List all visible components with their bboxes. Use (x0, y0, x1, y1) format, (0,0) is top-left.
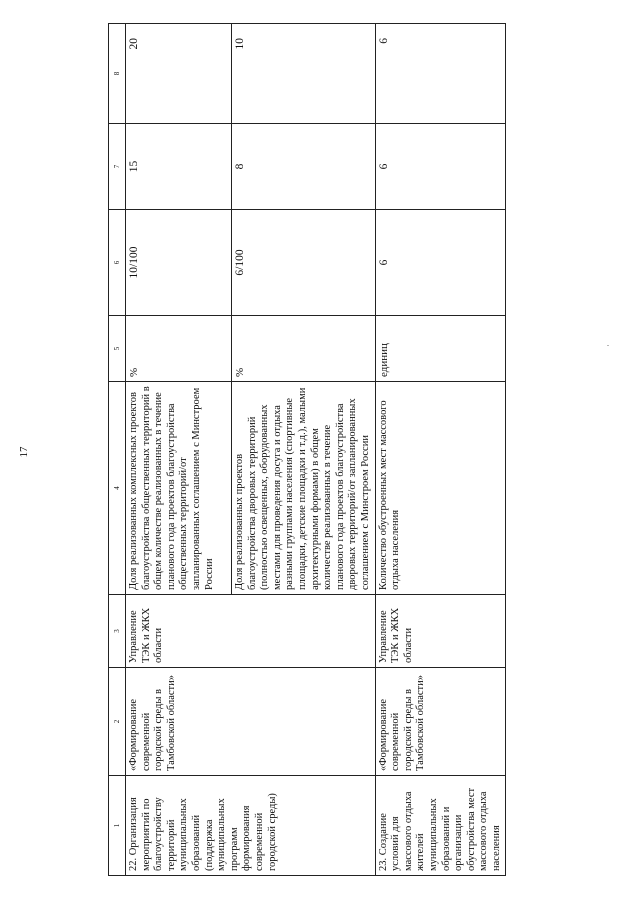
column-header: 2 (109, 668, 126, 776)
responsible-cell: Управление ТЭК и ЖКХ области (126, 595, 376, 668)
measure-name-cell: 23. Создание условий для массового отдыха жителей муниципальных образований и организации обустройства мест массового отдыха населения (375, 776, 506, 876)
value-cell: 6 (375, 24, 506, 124)
indicator-cell: Доля реализованных проектов благоустройства дворовых территорий (полностью освещенных, оборудованных местами для проведения досуга и отдыха разными группами населения (спортивные площадки, детские площадки и т.д.), малыми архитектурными формами) в общем количестве реализованных в течение планового года проектов благоустройства дворовых территорий/от запланированных соглашением с Минстроем России (232, 382, 376, 595)
unit-cell: единиц (375, 316, 506, 382)
value-cell: 8 (232, 124, 376, 210)
measure-name-cell: 22. Организация мероприятий по благоустройству территорий муниципальных образований (поддержка муниципальных программ формирования современной городской среды) (126, 776, 376, 876)
column-header: 5 (109, 316, 126, 382)
value-cell: 6/100 (232, 210, 376, 316)
value-cell: 6 (375, 210, 506, 316)
header-row (109, 24, 126, 876)
value-cell: 6 (375, 124, 506, 210)
column-header: 3 (109, 595, 126, 668)
column-header: 7 (109, 124, 126, 210)
indicator-cell: Доля реализованных комплексных проектов благоустройства общественных территорий в общем количестве реализованных в течение планового года проектов благоустройства общественных территорий/от запланированных соглашением с Минстроем России (126, 382, 232, 595)
unit-cell: % (232, 316, 376, 382)
column-header: 1 (109, 776, 126, 876)
unit-cell: % (126, 316, 232, 382)
column-header: 6 (109, 210, 126, 316)
table-row (126, 24, 232, 876)
value-cell: 20 (126, 24, 232, 124)
rotated-table-container (108, 23, 506, 876)
scan-speck (607, 345, 609, 346)
value-cell: 15 (126, 124, 232, 210)
table-row (375, 24, 506, 876)
indicators-table (108, 23, 506, 876)
page-number: 17 (18, 446, 30, 458)
responsible-cell: Управление ТЭК и ЖКХ области (375, 595, 506, 668)
program-name-cell: «Формирование современной городской среды в Тамбовской области» (126, 668, 376, 776)
column-header: 4 (109, 382, 126, 595)
value-cell: 10/100 (126, 210, 232, 316)
value-cell: 10 (232, 24, 376, 124)
program-name-cell: «Формирование современной городской среды в Тамбовской области» (375, 668, 506, 776)
indicator-cell: Количество обустроенных мест массового отдыха населения (375, 382, 506, 595)
column-header: 8 (109, 24, 126, 124)
